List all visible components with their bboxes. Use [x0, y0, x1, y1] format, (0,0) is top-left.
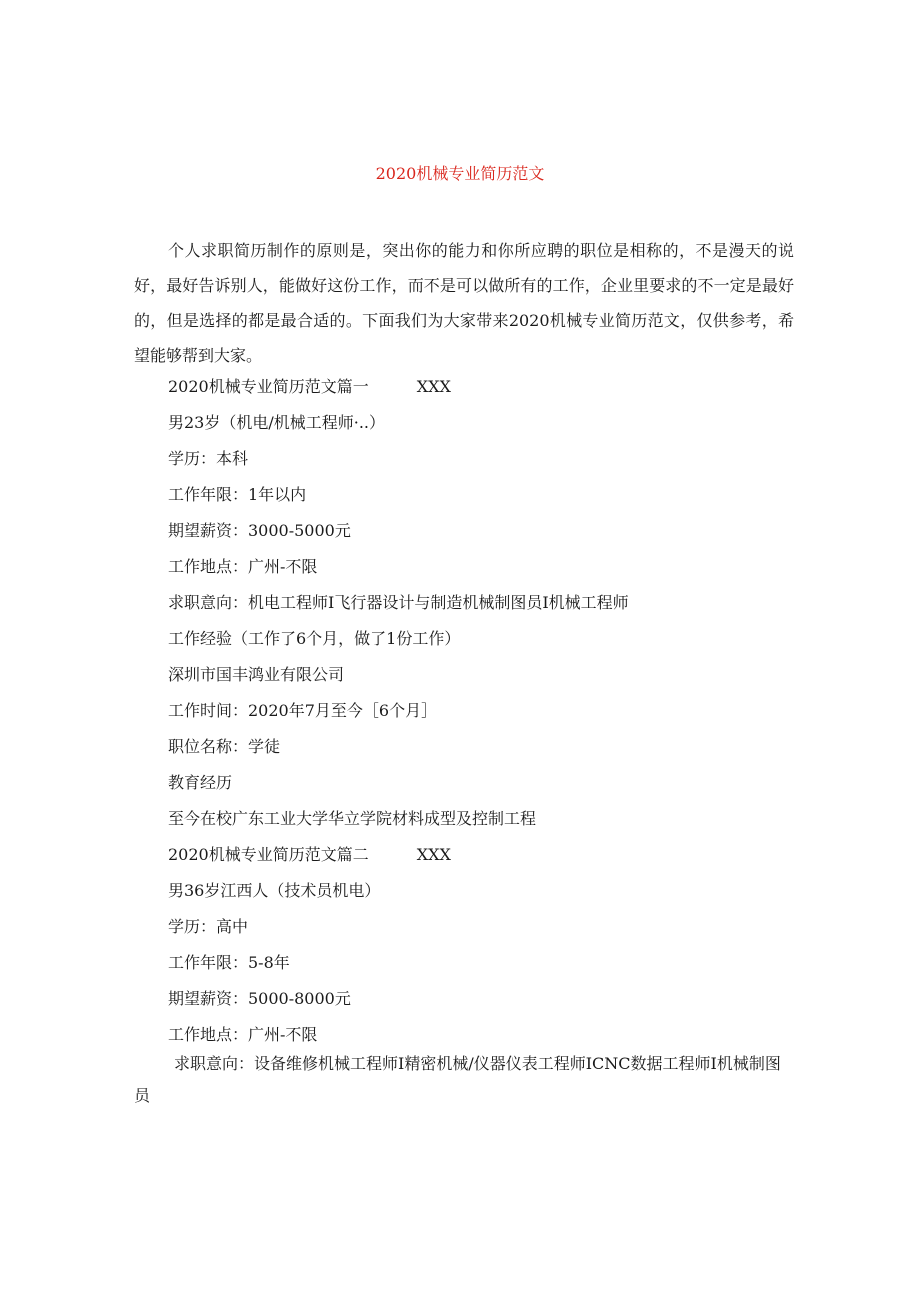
resume2-years: 工作年限：5-8年: [168, 953, 290, 972]
resume1-position: 职位名称：学徒: [168, 737, 281, 756]
resume1-experience: 工作经验（工作了6个月，做了1份工作）: [168, 629, 461, 648]
resume2-location: 工作地点：广州-不限: [168, 1025, 318, 1044]
intro-paragraph: 个人求职简历制作的原则是，突出你的能力和你所应聘的职位是相称的，不是漫天的说好，最好告诉别人，能做好这份工作，而不是可以做所有的工作，企业里要求的不一定是最好的，但是选择的都是最合适的。下面我们为大家带来2020机械专业简历范文，仅供参考，希望能够帮到大家。: [134, 241, 794, 365]
document-title: 2020机械专业简历范文: [375, 164, 545, 183]
resume1-heading: 2020机械专业简历范文篇一: [168, 377, 369, 396]
resume1-heading-line: [168, 372, 808, 408]
resume1-profile: 男23岁（机电/机械工程师·..）: [168, 413, 386, 432]
resume2-heading-line: [168, 840, 808, 876]
resume-lines: [168, 372, 808, 1056]
resume2-profile: 男36岁江西人（技术员机电）: [168, 881, 381, 900]
resume1-intention: 求职意向：机电工程师I飞行器设计与制造机械制图员I机械工程师: [168, 593, 629, 612]
resume1-name: XXX: [416, 377, 451, 396]
resume2-intention: 求职意向：设备维修机械工程师I精密机械/仪器仪表工程师ICNC数据工程师I机械制图员: [134, 1054, 781, 1105]
resume1-location: 工作地点：广州-不限: [168, 557, 318, 576]
resume1-education: 学历：本科: [168, 449, 249, 468]
resume1-salary: 期望薪资：3000-5000元: [168, 521, 351, 540]
resume1-education-heading: 教育经历: [168, 773, 233, 792]
resume1-school: 至今在校广东工业大学华立学院材料成型及控制工程: [168, 809, 537, 828]
resume2-education: 学历：高中: [168, 917, 249, 936]
resume1-years: 工作年限：1年以内: [168, 485, 307, 504]
resume1-period: 工作时间：2020年7月至今［6个月］: [168, 701, 438, 720]
resume2-name: XXX: [416, 845, 451, 864]
resume2-salary: 期望薪资：5000-8000元: [168, 989, 351, 1008]
resume2-heading: 2020机械专业简历范文篇二: [168, 845, 369, 864]
resume1-company: 深圳市国丰鸿业有限公司: [168, 665, 345, 684]
